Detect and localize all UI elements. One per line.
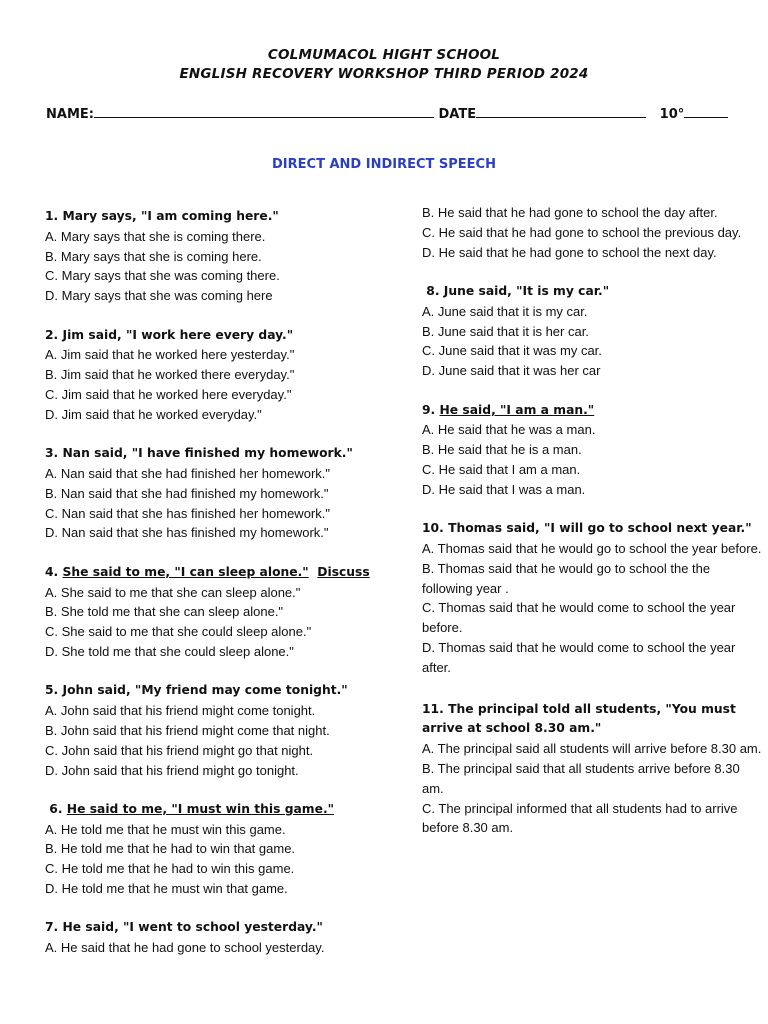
question-stem: 6. He said to me, "I must win this game." — [49, 801, 335, 816]
option-b[interactable]: B. Mary says that she is coming here. — [45, 248, 262, 264]
option-a[interactable]: A. Nan said that she had finished her homework." — [45, 465, 330, 481]
option-b[interactable]: B. John said that his friend might come that night. — [45, 722, 330, 738]
option-d[interactable]: D. Thomas said that he would come to school the year after. — [422, 639, 736, 675]
option-a[interactable]: A. Jim said that he worked here yesterday." — [45, 347, 295, 363]
question-stem: 11. The principal told all students, "You must arrive at school 8.30 am." — [422, 701, 736, 736]
right-column — [422, 203, 762, 858]
option-c[interactable]: C. The principal informed that all students had to arrive before 8.30 am. — [422, 800, 738, 836]
option-c[interactable]: C. He told me that he had to win this game. — [45, 861, 295, 877]
option-b[interactable]: B. Nan said that she had finished my homework." — [45, 485, 329, 501]
option-c[interactable]: C. She said to me that she could sleep alone." — [45, 624, 312, 640]
option-c[interactable]: C. He said that I am a man. — [422, 461, 581, 477]
question-7 — [45, 918, 390, 958]
question-stem: 1. Mary says, "I am coming here." — [45, 209, 279, 223]
question-stem: 3. Nan said, "I have finished my homework." — [45, 446, 353, 461]
option-b[interactable]: B. She told me that she can sleep alone." — [45, 604, 284, 620]
question-stem: 7. He said, "I went to school yesterday." — [45, 920, 323, 935]
option-c[interactable]: C. Mary says that she was coming there. — [45, 268, 280, 284]
option-d[interactable]: D. He told me that he must win that game. — [45, 881, 288, 897]
option-c[interactable]: C. Thomas said that he would come to school the year before. — [422, 600, 736, 636]
option-a[interactable]: A. June said that it is my car. — [422, 303, 588, 319]
option-c[interactable]: C. John said that his friend might go that night. — [45, 742, 314, 758]
option-c[interactable]: C. He said that he had gone to school the previous day. — [422, 224, 742, 240]
option-b[interactable]: B. Thomas said that he would go to school the the following year . — [422, 560, 711, 596]
left-column — [45, 207, 390, 978]
question-3 — [45, 444, 390, 543]
worksheet-title: DIRECT AND INDIRECT SPEECH — [272, 157, 496, 172]
workshop-title: ENGLISH RECOVERY WORKSHOP THIRD PERIOD 2024 — [179, 66, 589, 82]
question-2 — [45, 326, 390, 425]
question-stem: 2. Jim said, "I work here every day." — [45, 327, 294, 342]
question-11 — [422, 700, 762, 839]
question-stem: 9. He said, "I am a man." — [422, 402, 595, 417]
option-b[interactable]: B. He said that he is a man. — [422, 442, 582, 458]
question-1 — [45, 207, 390, 306]
question-8 — [422, 282, 762, 381]
date-label: DATE — [438, 107, 477, 122]
question-5 — [45, 681, 390, 780]
question-stem: 8. June said, "It is my car." — [426, 283, 610, 298]
school-name: COLMUMACOL HIGHT SCHOOL — [267, 47, 501, 63]
option-a[interactable]: A. She said to me that she can sleep alone." — [45, 584, 301, 600]
option-a[interactable]: A. The principal said all students will arrive before 8.30 am. — [422, 741, 762, 757]
question-10 — [422, 519, 762, 677]
name-blank[interactable] — [94, 105, 434, 118]
question-7-continued — [422, 203, 762, 262]
option-a[interactable]: A. John said that his friend might come tonight. — [45, 703, 316, 719]
option-d[interactable]: D. Nan said that she has finished my homework." — [45, 525, 329, 541]
option-d[interactable]: D. He said that he had gone to school the next day. — [422, 244, 717, 260]
question-4 — [45, 563, 390, 662]
question-9 — [422, 401, 762, 500]
option-a[interactable]: A. He told me that he must win this game. — [45, 821, 286, 837]
student-info-row — [46, 105, 736, 122]
option-b[interactable]: B. June said that it is her car. — [422, 323, 589, 339]
option-c[interactable]: C. Nan said that she has finished her homework." — [45, 505, 330, 521]
option-a[interactable]: A. He said that he was a man. — [422, 422, 596, 438]
option-b[interactable]: B. He told me that he had to win that game. — [45, 841, 296, 857]
question-stem: 5. John said, "My friend may come tonight." — [45, 683, 348, 698]
option-d[interactable]: D. John said that his friend might go tonight. — [45, 762, 299, 778]
question-6 — [45, 800, 390, 899]
discuss-note: Discuss — [317, 564, 370, 579]
option-b[interactable]: B. He said that he had gone to school the day after. — [422, 205, 718, 220]
option-d[interactable]: D. She told me that she could sleep alone." — [45, 643, 294, 659]
date-blank[interactable] — [476, 105, 646, 118]
option-b[interactable]: B. The principal said that all students arrive before 8.30 am. — [422, 760, 740, 796]
option-d[interactable]: D. Jim said that he worked everyday." — [45, 406, 262, 422]
grade-label: 10° — [659, 107, 685, 122]
option-c[interactable]: C. June said that it was my car. — [422, 343, 602, 359]
option-a[interactable]: A. Mary says that she is coming there. — [45, 228, 266, 244]
option-c[interactable]: C. Jim said that he worked here everyday." — [45, 386, 292, 402]
name-label: NAME: — [46, 107, 94, 122]
option-b[interactable]: B. Jim said that he worked there everyday." — [45, 367, 295, 383]
grade-blank[interactable] — [684, 105, 728, 118]
option-d[interactable]: D. He said that I was a man. — [422, 481, 586, 497]
option-d[interactable]: D. Mary says that she was coming here — [45, 288, 273, 304]
option-a[interactable]: A. Thomas said that he would go to school the year before. — [422, 540, 762, 556]
question-stem: 10. Thomas said, "I will go to school next year." — [422, 521, 752, 536]
option-d[interactable]: D. June said that it was her car — [422, 363, 601, 379]
question-stem: 4. She said to me, "I can sleep alone." Discuss — [45, 564, 370, 579]
option-a[interactable]: A. He said that he had gone to school yesterday. — [45, 940, 325, 956]
